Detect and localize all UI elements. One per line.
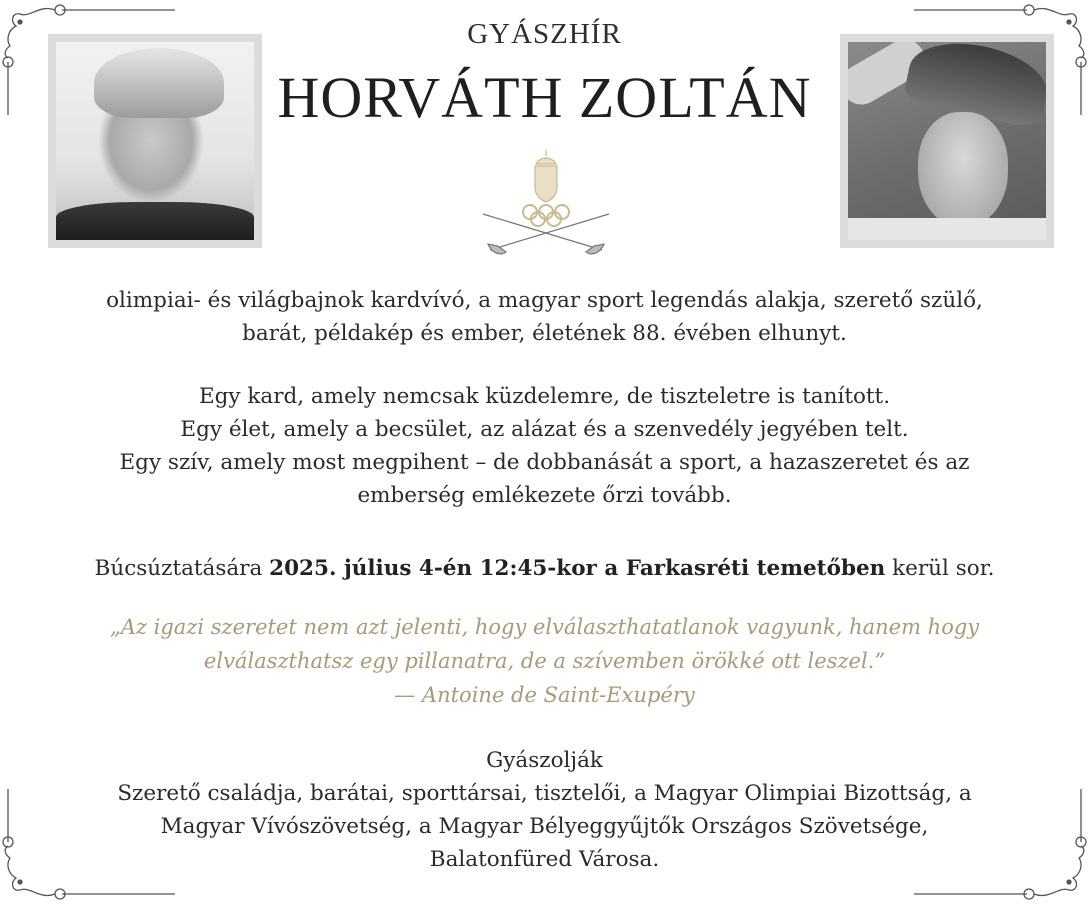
funeral-prefix: Búcsúztatására: [94, 556, 270, 581]
intro-paragraph: [0, 284, 1089, 350]
mourners-line: Balatonfüred Városa.: [429, 847, 660, 872]
intro-line: barát, példakép és ember, életének 88. évében elhunyt.: [242, 321, 847, 346]
verse-line: Egy élet, amely a becsület, az alázat és a szenvedély jegyében telt.: [180, 417, 909, 442]
funeral-info: [0, 552, 1089, 585]
deceased-name: HORVÁTH ZOLTÁN: [277, 65, 812, 130]
mourners-line: Magyar Vívószövetség, a Magyar Bélyeggyűjtők Országos Szövetsége,: [160, 814, 929, 839]
olympic-rings-icon: [523, 205, 569, 226]
verse-line: Egy kard, amely nemcsak küzdelemre, de tiszteletre is tanított.: [198, 384, 891, 409]
verse-paragraph: [0, 380, 1089, 512]
mourners-section: [0, 744, 1089, 876]
quote-author: — Antoine de Saint-Exupéry: [394, 683, 695, 707]
verse-line: Egy szív, amely most megpihent – de dobbanását a sport, a hazaszeretet és az: [119, 450, 970, 475]
hungarian-coat-of-arms-icon: [535, 150, 557, 202]
verse-line: emberség emlékezete őrzi tovább.: [357, 483, 732, 508]
mourners-heading: Gyászolják: [486, 748, 603, 773]
memorial-quote: [0, 610, 1089, 712]
quote-line: „Az igazi szeretet nem azt jelenti, hogy elválaszthatatlanok vagyunk, hanem hogy: [109, 615, 980, 639]
olympic-emblem-icon: [478, 148, 614, 264]
mourners-line: Szerető családja, barátai, sporttársai, tisztelői, a Magyar Olimpiai Bizottság, a: [117, 781, 972, 806]
notice-kicker: GYÁSZHÍR: [467, 18, 622, 50]
intro-line: olimpiai- és világbajnok kardvívó, a magyar sport legendás alakja, szerető szülő,: [106, 288, 983, 313]
funeral-suffix: kerül sor.: [885, 556, 995, 581]
funeral-date-location: 2025. július 4-én 12:45-kor a Farkasréti temetőben: [269, 556, 886, 581]
quote-line: elválaszthatsz egy pillanatra, de a szívemben örökké ott leszel.”: [203, 649, 886, 673]
